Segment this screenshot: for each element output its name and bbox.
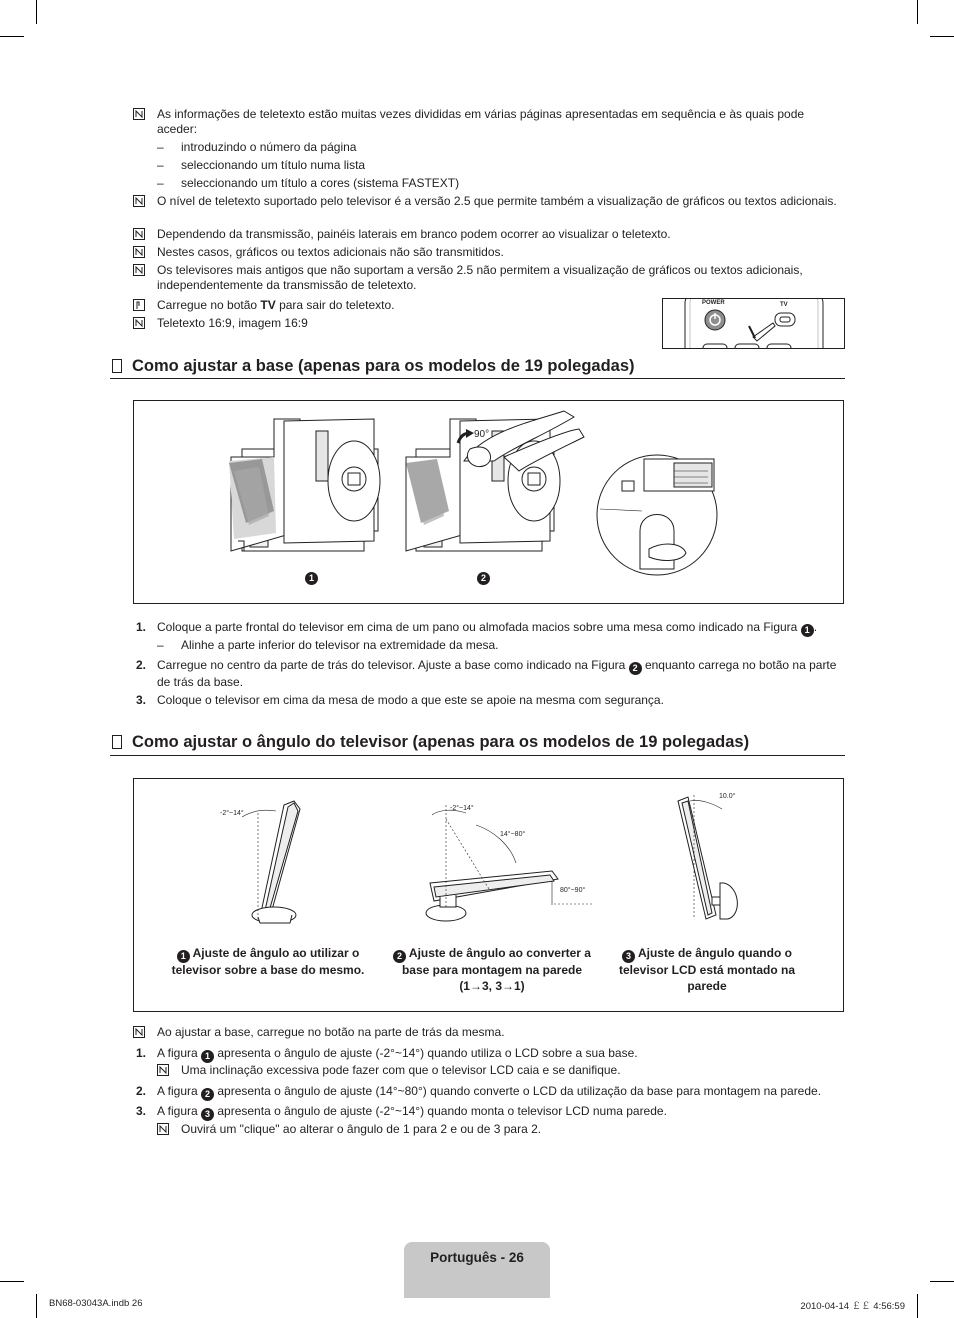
figure-marker: 1 [201,1050,214,1063]
angle-label-90: 90° [474,429,490,440]
figure-marker: 3 [622,950,635,963]
tv-label: TV [780,302,788,308]
angle-label: -2°~14° [450,805,474,812]
note-text: O nível de teletexto suportado pelo televisor é a versão 2.5 que permite também a visualização de gráficos ou textos adicionais. [157,194,837,208]
note-icon [133,1026,145,1038]
figure-marker: 2 [393,950,406,963]
crop-mark [930,1281,954,1282]
dash-text: introduzindo o número da página [181,140,357,154]
angle-label: -2°~14° [220,810,244,817]
note-icon [133,108,145,120]
note-item [133,194,845,224]
note-item [133,107,845,137]
dash-text: Alinhe a parte inferior do televisor na extremidade da mesa. [181,638,499,652]
figure-marker: 2 [201,1088,214,1101]
figure-marker: 1 [177,950,190,963]
page-number-tab [404,1242,550,1298]
note-icon [133,264,145,276]
angle-figure [133,778,844,1012]
figure-marker: 1 [801,624,814,637]
note-text: Uma inclinação excessiva pode fazer com que o televisor LCD caia e se danifique. [181,1063,621,1077]
note-text: Ao ajustar a base, carregue no botão na parte de trás da mesma. [157,1025,505,1039]
note-icon [133,228,145,240]
crop-mark [917,1294,918,1318]
page-number: Português - 26 [430,1250,524,1265]
remote-illustration [662,298,845,349]
crop-mark [0,36,24,37]
section-rule [110,755,845,756]
power-label: POWER [702,300,725,306]
dash-text: seleccionando um título numa lista [181,158,366,172]
figure-caption: 1 Ajuste de ângulo ao utilizar o televisor sobre a base do mesmo. [171,946,365,977]
figure-caption: 3 Ajuste de ângulo quando o televisor LCD está montado na parede [618,946,796,993]
figure-caption: 2 Ajuste de ângulo ao converter a base para montagem na parede (1→3, 3→1) [392,946,592,994]
section-title: Como ajustar a base (apenas para os modelos de 19 polegadas) [132,357,635,375]
note-text: Os televisores mais antigos que não suportam a versão 2.5 não permitem a visualização de gráficos ou textos adicionais, independentemente da transmissão de teletexto. [157,263,803,292]
note-text: Dependendo da transmissão, painéis laterais em branco podem ocorrer ao visualizar o teletexto. [157,227,671,241]
note-text: Ouvirá um "clique" ao alterar o ângulo de 1 para 2 e ou de 3 para 2. [181,1122,542,1136]
section-rule [110,378,845,379]
angle-label: 14°~80° [500,831,526,838]
figure-marker-1: 1 [305,572,318,585]
note-item [133,263,845,293]
note-icon [133,317,145,329]
note-icon [133,246,145,258]
note-text: Teletexto 16:9, imagem 16:9 [157,316,308,330]
note-icon [157,1123,169,1135]
section-bullet-icon [112,735,122,749]
note-text: As informações de teletexto estão muitas vezes divididas em várias páginas apresentadas em sequência e às quais pode aceder: [157,107,805,136]
crop-mark [0,1281,24,1282]
crop-mark [917,0,918,24]
figure-marker: 2 [629,662,642,675]
note-text: Carregue no botão TV para sair do teletexto. [157,298,395,312]
angle-label: 10.0° [719,793,736,800]
note-text: Nestes casos, gráficos ou textos adicionais não são transmitidos. [157,245,504,259]
crop-mark [36,1294,37,1318]
note-icon [133,195,145,207]
dash-text: seleccionando um título a cores (sistema FASTEXT) [181,176,460,190]
figure-marker: 3 [201,1108,214,1121]
figure-marker-2: 2 [477,572,490,585]
print-slug-right: 2010-04-14 ￡￡ 4:56:59 [800,1301,905,1312]
crop-mark [36,0,37,24]
note-icon [157,1064,169,1076]
remote-drawing [663,299,845,349]
crop-mark [930,36,954,37]
section-title: Como ajustar o ângulo do televisor (apenas para os modelos de 19 polegadas) [132,733,750,751]
stand-figure [133,400,844,604]
button-note-icon [133,299,145,311]
section-bullet-icon [112,359,122,373]
angle-label: 80°~90° [560,887,586,894]
print-slug-left: BN68-03043A.indb 26 [49,1298,143,1309]
